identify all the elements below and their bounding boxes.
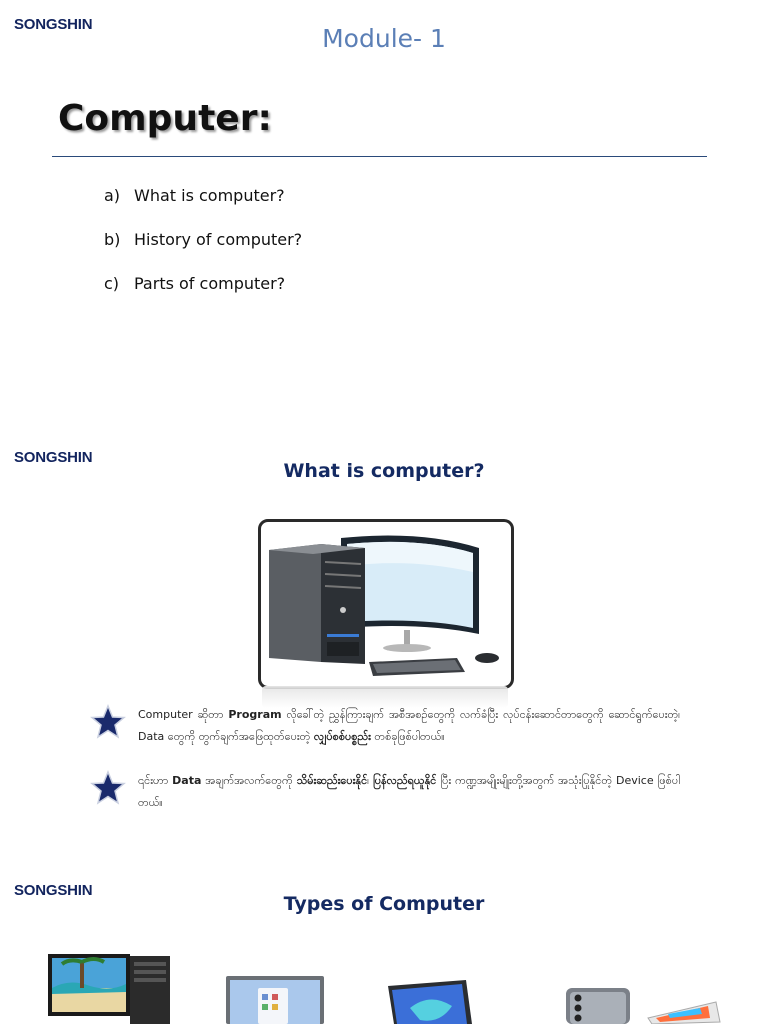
page-title: Computer: [58, 98, 272, 139]
section-title: What is computer? [283, 460, 485, 482]
list-item [104, 186, 302, 230]
star-icon [90, 704, 126, 740]
section-title: Types of Computer [283, 893, 485, 915]
desktop-computer-image [258, 519, 514, 689]
list-item [90, 704, 680, 748]
smartphone-icon [566, 988, 630, 1024]
list-item-text: History of computer? [134, 230, 303, 249]
title-divider [52, 156, 707, 157]
list-item [90, 770, 680, 814]
list-item [104, 274, 302, 318]
list-item-text: Parts of computer? [134, 274, 286, 293]
brand-logo: SONGSHIN [14, 449, 93, 466]
list-item [104, 230, 302, 274]
list-item-text: What is computer? [134, 186, 285, 205]
brand-logo: SONGSHIN [14, 882, 93, 899]
all-in-one-icon [226, 976, 324, 1024]
list-item-letter: a) [104, 186, 121, 205]
list-item-letter: b) [104, 230, 121, 249]
device-images [0, 948, 768, 1024]
list-item-letter: c) [104, 274, 120, 293]
desktop-pc-icon [48, 954, 170, 1024]
laptop-icon [388, 980, 472, 1024]
brand-logo: SONGSHIN [14, 16, 93, 33]
question-list [104, 186, 302, 318]
module-title: Module- 1 [322, 24, 446, 53]
star-icon [90, 770, 126, 806]
bullet-text: Computer ဆိုတာ Program လိုခေါ်တဲ့ ညွှန်ကြားချက် အစီအစဉ်တွေကို လက်ခံပြီး လုပ်ငန်းဆောင်တာတွေကို ဆောင်ရွက်ပေးတဲ့၊ Data တွေကို တွက်ချက်အဖြေထုတ်ပေးတဲ့ လျှပ်စစ်ပစ္စည်း တစ်ခုဖြစ်ပါတယ်။ [138, 708, 680, 743]
handheld-console-icon [648, 1002, 720, 1024]
desktop-computer-icon [261, 522, 511, 686]
bullet-text: ၎င်းဟာ Data အချက်အလက်တွေကို သိမ်းဆည်းပေးနိုင်၊ ပြန်လည်ရယူနိုင် ပြီး ကဏ္ဍအမျိုးမျိုးတို့အတွက် အသုံးပြုနိုင်တဲ့ Device ဖြစ်ပါတယ်။ [138, 774, 680, 809]
